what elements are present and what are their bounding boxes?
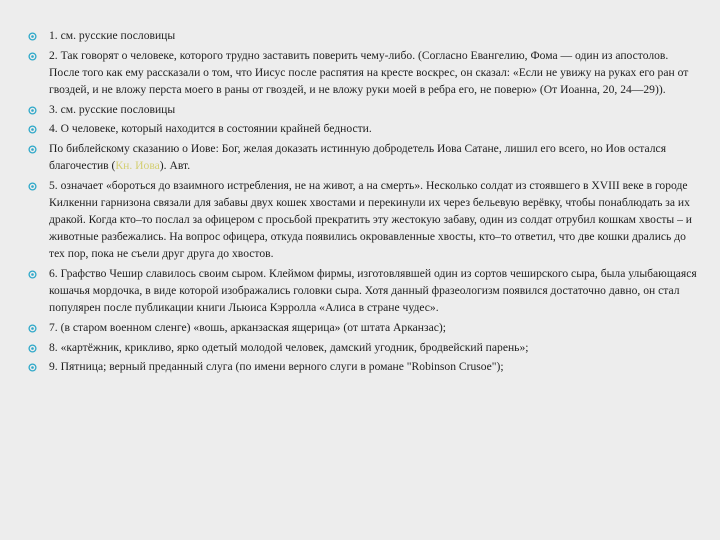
- note-text: 8. «картёжник, крикливо, ярко одетый молодой человек, дамский угодник, бродвейский парень»;: [49, 340, 529, 354]
- note-text: 4. О человеке, который находится в состоянии крайней бедности.: [49, 122, 372, 136]
- note-text: 6. Графство Чешир славилось своим сыром. Клеймом фирмы, изготовлявшей один из сортов чеширского сыра, была улыбающаяся кошачья мордочка, в виде которой изображались головки сыра. Хотя данный фразеологизм появился достаточно давно, он стал популярен после публикации книги Льюиса Кэрролла «Алиса в стране чудес».: [49, 266, 697, 315]
- circle-bullet-icon: [28, 125, 37, 134]
- note-text: 2. Так говорят о человеке, которого трудно заставить поверить чему-либо. (Согласно Евангелию, Фома — один из апостолов. После того как ему рассказали о том, что Иисус после распятия на кресте воскрес, он сказал: «Если не увижу на руках его ран от гвоздей, и не вложу перста моего в раны от гвоздей, и не вложу руки моей в ребра его, не поверю» (От Иоанна, 20, 24—29)).: [49, 48, 689, 96]
- note-2: [28, 47, 700, 99]
- note-8: [28, 339, 700, 356]
- note-1: [28, 27, 700, 44]
- book-of-job-link[interactable]: Кн. Иова: [115, 158, 160, 172]
- note-text: 1. см. русские пословицы: [49, 29, 176, 42]
- note-6: [28, 265, 700, 317]
- circle-bullet-icon: [28, 270, 37, 279]
- note-job: [28, 140, 700, 174]
- note-text: 5. означает «бороться до взаимного истребления, не на живот, а на смерть». Несколько солдат из стоявшего в XVIII веке в городе Килкенни гарнизона связали для забавы двух кошек хвостами и перекинули их через бельевую верёвку, чтобы понаблюдать за их дракой. Когда кто–то послал за офицером с просьбой прекратить эту жестокую забаву, один из солдат отрубил кошкам хвосты – и животные разбежались. На вопрос офицера, откуда появились окровавленные хвосты, кто–то ответил, что две кошки дрались до тех пор, пока не съели друг друга до хвостов.: [49, 178, 692, 261]
- circle-bullet-icon: [28, 32, 37, 41]
- note-text-before: По библейскому сказанию о Иове: Бог, желая доказать истинную добродетель Иова Сатане, лишил его всего, но Иов остался благочестив (: [49, 141, 667, 172]
- circle-bullet-icon: [28, 106, 37, 115]
- note-7: [28, 319, 700, 336]
- note-text: 3. см. русские пословицы: [49, 102, 176, 116]
- note-text: 7. (в старом военном сленге) «вошь, арканзаская ящерица» (от штата Арканзас);: [49, 320, 446, 334]
- circle-bullet-icon: [28, 52, 37, 61]
- circle-bullet-icon: [28, 182, 37, 191]
- note-5: [28, 177, 700, 263]
- circle-bullet-icon: [28, 344, 37, 353]
- note-9: [28, 358, 700, 375]
- note-4: [28, 120, 700, 137]
- footnotes-list: [28, 27, 700, 378]
- circle-bullet-icon: [28, 324, 37, 333]
- note-3: [28, 101, 700, 118]
- note-text: 9. Пятница; верный преданный слуга (по имени верного слуги в романе "Robinson Crusoe");: [49, 360, 504, 374]
- note-text-after: ). Авт.: [159, 158, 191, 172]
- circle-bullet-icon: [28, 145, 37, 154]
- circle-bullet-icon: [28, 363, 37, 372]
